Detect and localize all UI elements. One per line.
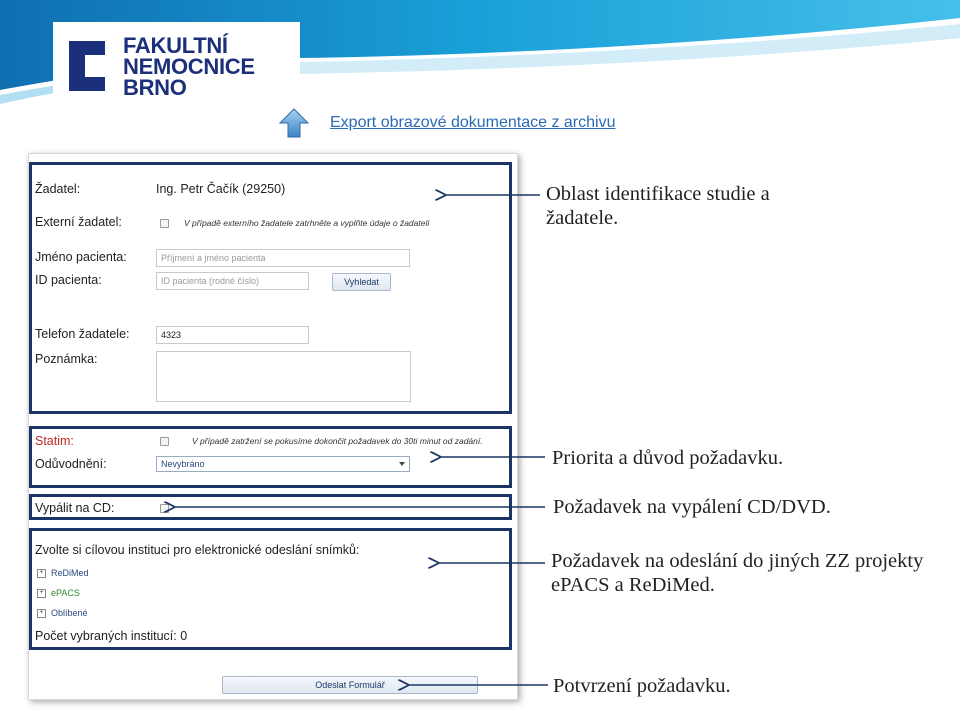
logo-line-1: FAKULTNÍ xyxy=(123,33,228,58)
submit-form-button[interactable]: Odeslat Formulář xyxy=(222,676,478,694)
tree-item-label: ePACS xyxy=(51,588,80,598)
tree-item-label: ReDiMed xyxy=(51,568,89,578)
export-link-label[interactable]: Export obrazové dokumentace z archivu xyxy=(330,114,616,131)
annotation-submit: Potvrzení požadavku. xyxy=(553,675,731,697)
expand-plus-icon[interactable]: + xyxy=(37,569,46,578)
annotation-identification: Oblast identifikace studie a žadatele. xyxy=(546,183,770,229)
statim-label: Statim: xyxy=(35,434,74,448)
external-requester-note: V případě externího žadatele zatrhněte a vyplňte údaje o žadateli xyxy=(184,218,430,228)
reason-select-value: Nevybráno xyxy=(161,459,205,469)
patient-name-label: Jméno pacienta: xyxy=(35,250,127,264)
logo-line-3: BRNO xyxy=(123,75,187,100)
burn-cd-label: Vypálit na CD: xyxy=(35,501,115,515)
expand-plus-icon[interactable]: + xyxy=(37,609,46,618)
requester-value: Ing. Petr Čačík (29250) xyxy=(156,182,286,196)
search-button[interactable]: Vyhledat xyxy=(332,273,391,291)
patient-id-label: ID pacienta: xyxy=(35,273,102,287)
statim-note: V případě zatržení se pokusíme dokončit požadavek do 30ti minut od zadání. xyxy=(192,436,483,446)
requester-label: Žadatel: xyxy=(35,182,81,196)
tree-item-label: Oblíbené xyxy=(51,608,88,618)
reason-label: Odůvodnění: xyxy=(35,457,107,471)
note-label: Poznámka: xyxy=(35,352,98,366)
annotation-priority: Priorita a důvod požadavku. xyxy=(552,447,784,469)
annotation-institutions: Požadavek na odeslání do jiných ZZ projekty ePACS a ReDiMed. xyxy=(551,550,924,596)
phone-label: Telefon žadatele: xyxy=(35,327,130,341)
external-requester-label: Externí žadatel: xyxy=(35,215,122,229)
logo-line-2: NEMOCNICE xyxy=(123,54,255,79)
expand-plus-icon[interactable]: + xyxy=(37,589,46,598)
annotation-burn-cd: Požadavek na vypálení CD/DVD. xyxy=(553,496,831,518)
institutions-count: Počet vybraných institucí: 0 xyxy=(35,629,188,643)
institutions-title: Zvolte si cílovou instituci pro elektronické odeslání snímků: xyxy=(35,543,360,557)
